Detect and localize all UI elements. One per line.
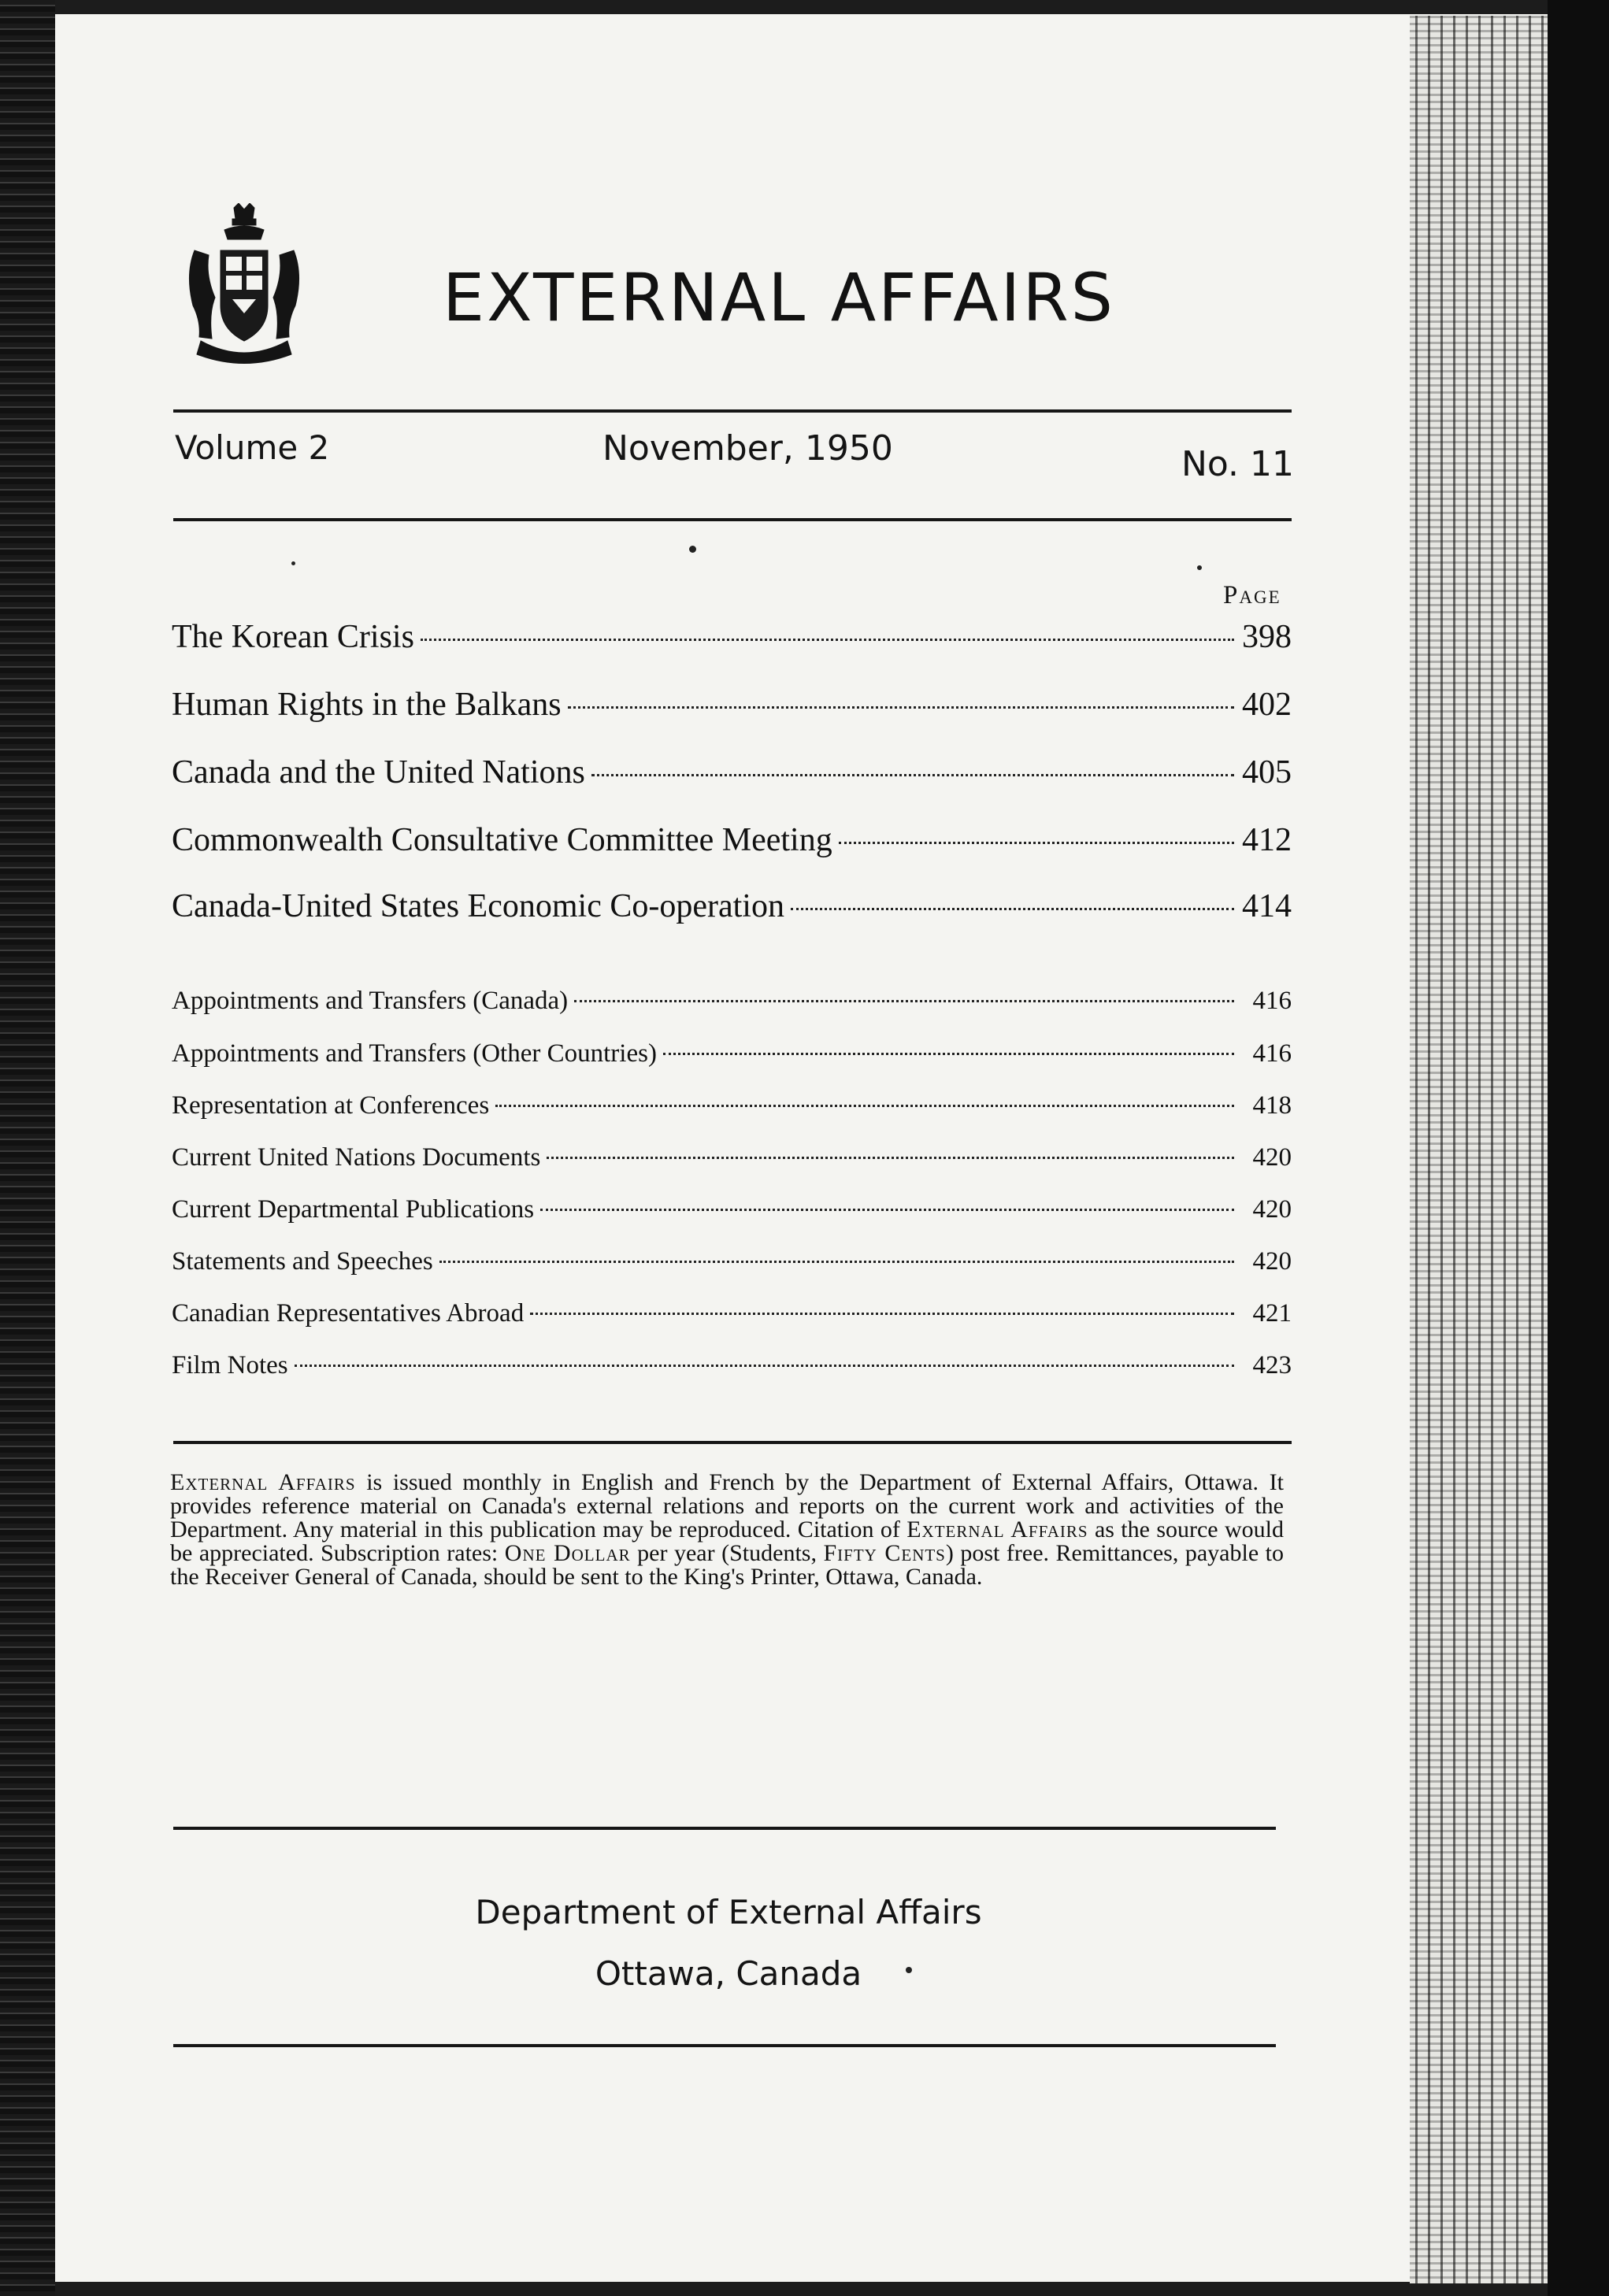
footer-rule-top <box>173 1827 1276 1830</box>
toc-entry <box>172 1093 1292 1119</box>
toc-leader <box>547 1157 1234 1159</box>
toc-title: Film Notes <box>172 1351 288 1379</box>
toc-entry <box>172 1249 1292 1275</box>
toc-leader <box>591 774 1234 776</box>
notice-title-ref: External Affairs <box>170 1469 356 1495</box>
toc-leader <box>295 1365 1234 1367</box>
scan-binding <box>1548 0 1609 2296</box>
toc-leader <box>574 1000 1234 1002</box>
toc-page: 421 <box>1252 1299 1292 1328</box>
toc-title: Commonwealth Consultative Committee Meeting <box>172 822 832 858</box>
toc-page: 420 <box>1252 1247 1292 1276</box>
notice-price: One Dollar <box>504 1540 631 1566</box>
toc-leader <box>495 1105 1234 1107</box>
toc-title: Appointments and Transfers (Canada) <box>172 987 569 1015</box>
scan-speck <box>1197 565 1202 570</box>
issue-date: November, 1950 <box>602 428 893 468</box>
toc-title: The Korean Crisis <box>172 619 414 655</box>
scan-edge-top <box>55 0 1548 14</box>
notice-price: Fifty Cents <box>823 1540 946 1566</box>
publisher-city: Ottawa, Canada <box>595 1954 862 1993</box>
toc-leader <box>540 1209 1234 1211</box>
notice-text: is issued monthly in English and French by the Department of External Affairs, Ottawa. It provides reference material on Canada's external relations and reports on the current work and activities of the Department. Any material in this publication may be reproduced. Citation of <box>170 1469 1284 1542</box>
toc-page: 414 <box>1242 888 1292 924</box>
toc-page: 420 <box>1252 1143 1292 1172</box>
toc-title: Human Rights in the Balkans <box>172 687 562 723</box>
toc-entry <box>172 620 1292 654</box>
page-column-heading: Page <box>1223 581 1281 609</box>
notice-text: per year (Students, <box>630 1540 824 1566</box>
toc-entry <box>172 824 1292 857</box>
header-rule-bottom <box>173 518 1292 521</box>
toc-entry <box>172 756 1292 789</box>
notice-text: ) post free. Remittances, payable to the Receiver General of Canada, should be sent to the King's Printer, Ottawa, Canada. <box>170 1540 1284 1590</box>
toc-leader <box>791 908 1234 910</box>
publication-notice <box>170 1471 1284 1589</box>
toc-title: Canada-United States Economic Co-operation <box>172 888 784 924</box>
toc-title: Representation at Conferences <box>172 1091 490 1120</box>
notice-title-ref: External Affairs <box>906 1516 1088 1542</box>
publication-title: EXTERNAL AFFAIRS <box>443 259 1115 336</box>
contents-rule <box>173 1441 1292 1444</box>
toc-leader <box>568 706 1234 709</box>
header-rule-top <box>173 409 1292 413</box>
volume-label: Volume 2 <box>175 428 330 467</box>
toc-leader <box>663 1053 1234 1055</box>
issue-number: No. 11 <box>1181 444 1295 484</box>
toc-page: 398 <box>1242 619 1292 655</box>
toc-leader <box>421 639 1234 641</box>
scan-speck <box>689 546 696 553</box>
toc-title: Appointments and Transfers (Other Countries) <box>172 1039 657 1068</box>
footer-rule-bottom <box>173 2044 1276 2047</box>
toc-page: 416 <box>1252 1039 1292 1068</box>
toc-page: 412 <box>1242 822 1292 858</box>
toc-entry <box>172 688 1292 721</box>
scan-speck <box>906 1967 912 1973</box>
toc-page: 416 <box>1252 987 1292 1015</box>
toc-entry <box>172 1301 1292 1327</box>
toc-title: Canada and the United Nations <box>172 754 585 791</box>
document-page <box>55 14 1548 2282</box>
toc-entry <box>172 1145 1292 1171</box>
toc-page: 418 <box>1252 1091 1292 1120</box>
toc-title: Canadian Representatives Abroad <box>172 1299 525 1328</box>
scan-edge-left <box>0 0 55 2296</box>
toc-entry <box>172 1041 1292 1067</box>
scan-edge-right <box>1410 16 1548 2283</box>
toc-leader <box>530 1313 1234 1315</box>
toc-title: Current United Nations Documents <box>172 1143 541 1172</box>
toc-leader <box>839 842 1234 844</box>
scan-speck <box>291 561 295 565</box>
toc-entry <box>172 988 1292 1014</box>
notice-text: as the source would be appreciated. Subscription rates: <box>170 1516 1284 1566</box>
toc-page: 402 <box>1242 687 1292 723</box>
scan-edge-bottom <box>55 2282 1548 2296</box>
toc-page: 405 <box>1242 754 1292 791</box>
toc-leader <box>439 1261 1234 1263</box>
toc-title: Statements and Speeches <box>172 1247 433 1276</box>
coat-of-arms-icon <box>177 203 311 368</box>
toc-entry <box>172 1197 1292 1223</box>
publisher-department: Department of External Affairs <box>475 1893 982 1931</box>
toc-entry <box>172 890 1292 923</box>
toc-entry <box>172 1353 1292 1379</box>
toc-title: Current Departmental Publications <box>172 1195 535 1224</box>
toc-page: 423 <box>1252 1351 1292 1379</box>
toc-page: 420 <box>1252 1195 1292 1224</box>
